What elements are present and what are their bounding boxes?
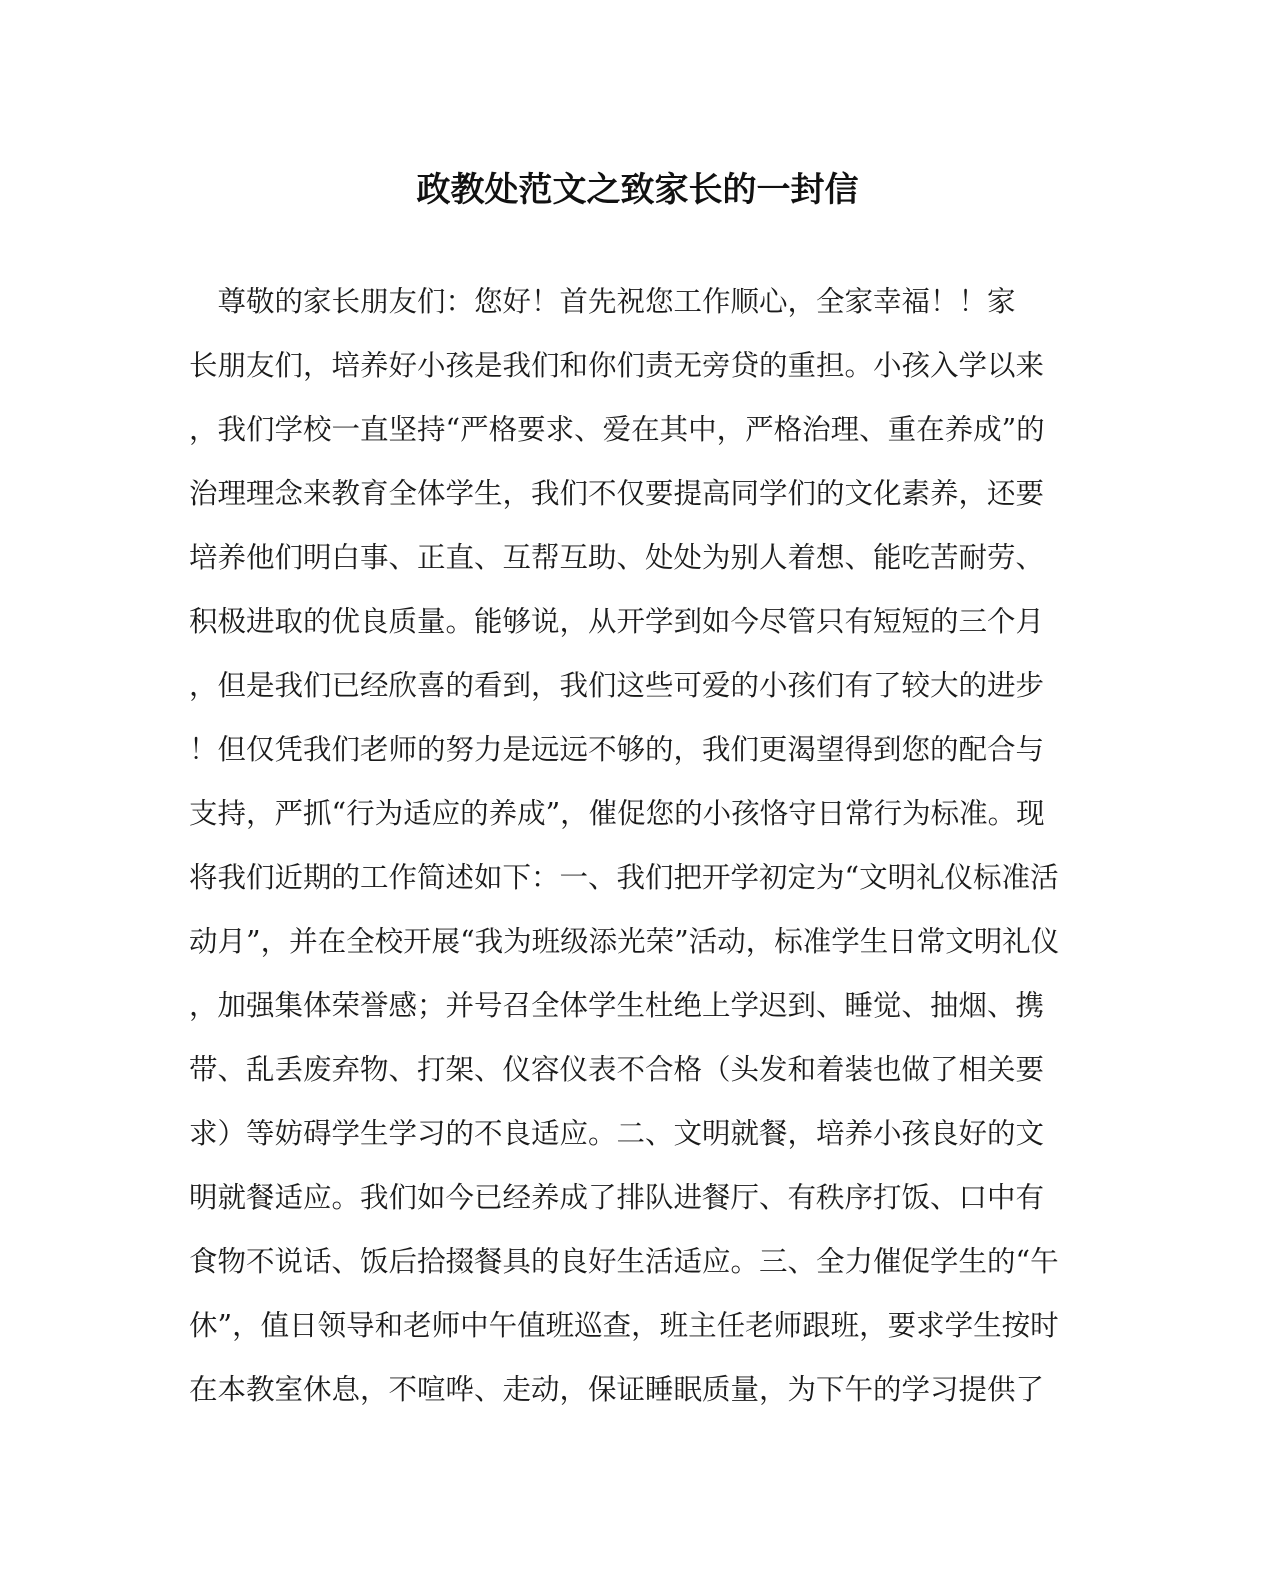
body-line: 将我们近期的工作简述如下：一、我们把开学初定为“文明礼仪标准活 (189, 861, 1059, 894)
body-line: ！但仅凭我们老师的努力是远远不够的，我们更渴望得到您的配合与 (189, 733, 1045, 766)
body-line: ，但是我们已经欣喜的看到，我们这些可爱的小孩们有了较大的进步 (189, 669, 1045, 702)
body-line: 支持，严抓“行为适应的养成”，催促您的小孩恪守日常行为标准。现 (189, 797, 1045, 830)
body-line: ，加强集体荣誉感；并号召全体学生杜绝上学迟到、睡觉、抽烟、携 (189, 989, 1045, 1022)
body-line: 休”，值日领导和老师中午值班巡查，班主任老师跟班，要求学生按时 (189, 1309, 1059, 1342)
body-line: 带、乱丢废弃物、打架、仪容仪表不合格（头发和着装也做了相关要 (189, 1053, 1045, 1086)
document-title: 政教处范文之致家长的一封信 (416, 170, 859, 210)
body-line: 培养他们明白事、正直、互帮互助、处处为别人着想、能吃苦耐劳、 (189, 541, 1045, 574)
body-line: 治理理念来教育全体学生，我们不仅要提高同学们的文化素养，还要 (189, 477, 1045, 510)
letter-body (189, 280, 1069, 1432)
body-line: 积极进取的优良质量。能够说，从开学到如今尽管只有短短的三个月 (189, 605, 1045, 638)
body-line: 尊敬的家长朋友们：您好！首先祝您工作顺心，全家幸福！！家 (189, 285, 1016, 318)
body-line: ，我们学校一直坚持“严格要求、爱在其中，严格治理、重在养成”的 (189, 413, 1045, 446)
body-line: 求）等妨碍学生学习的不良适应。二、文明就餐，培养小孩良好的文 (189, 1117, 1045, 1150)
body-line: 长朋友们，培养好小孩是我们和你们责无旁贷的重担。小孩入学以来 (189, 349, 1045, 382)
body-line: 明就餐适应。我们如今已经养成了排队进餐厅、有秩序打饭、口中有 (189, 1181, 1045, 1214)
body-line: 动月”，并在全校开展“我为班级添光荣”活动，标准学生日常文明礼仪 (189, 925, 1060, 958)
body-line: 食物不说话、饭后拾掇餐具的良好生活适应。三、全力催促学生的“午 (189, 1245, 1059, 1278)
body-line: 在本教室休息，不喧哗、走动，保证睡眠质量，为下午的学习提供了 (189, 1373, 1045, 1406)
